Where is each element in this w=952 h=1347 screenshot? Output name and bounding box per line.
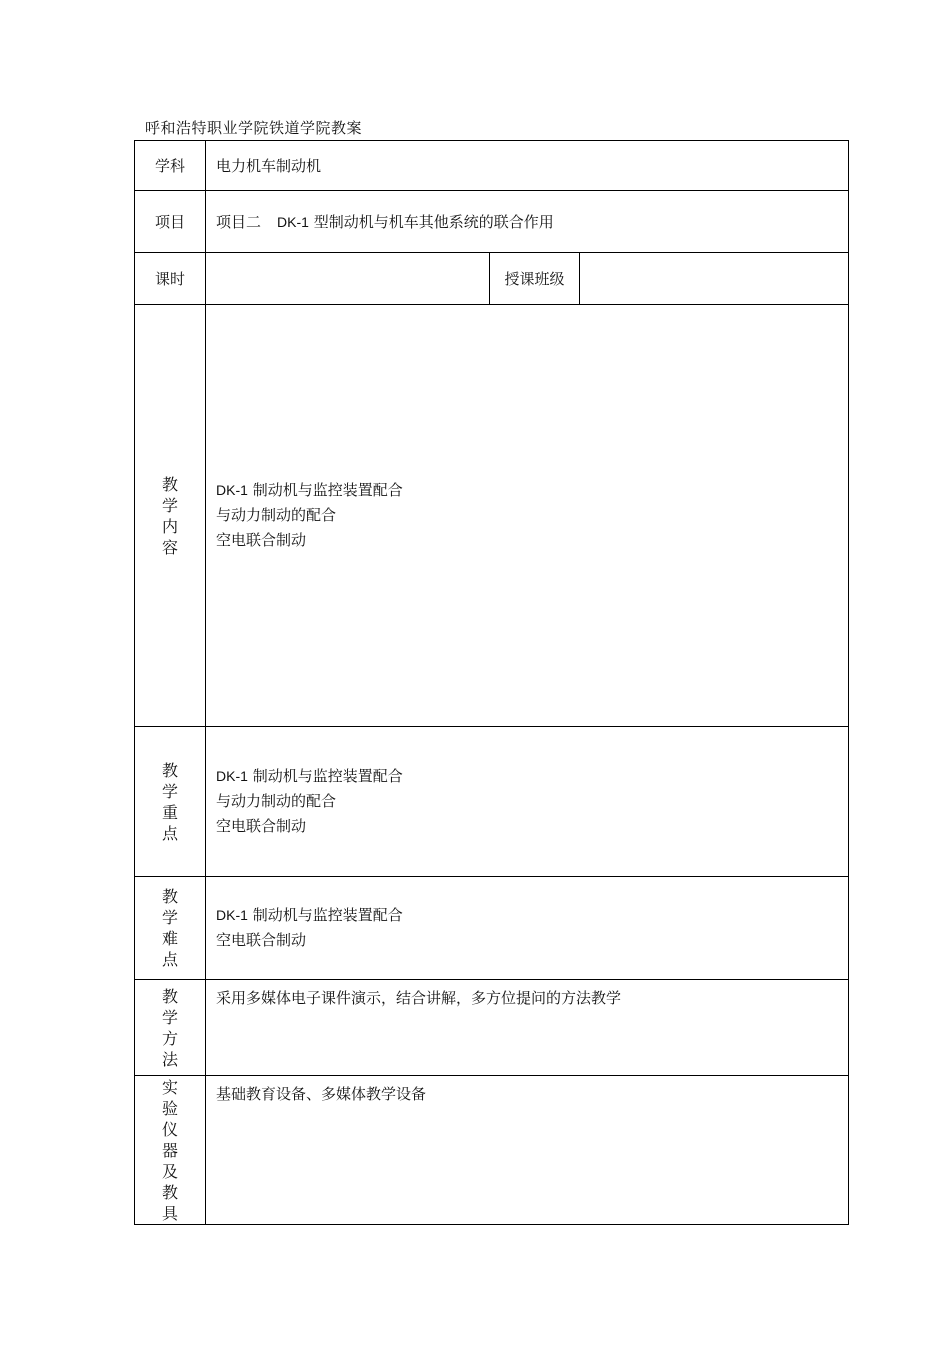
hours-label: 课时 bbox=[135, 253, 206, 305]
project-label: 项目 bbox=[135, 191, 206, 253]
row-project bbox=[135, 191, 849, 253]
row-difficulties bbox=[135, 877, 849, 980]
row-hours bbox=[135, 253, 849, 305]
key-point-line: 与动力制动的配合 bbox=[216, 792, 337, 810]
difficulties-body bbox=[206, 877, 849, 980]
difficulties-label: 教学难点 bbox=[135, 877, 206, 980]
content-label: 教学内容 bbox=[135, 305, 206, 727]
class-label: 授课班级 bbox=[490, 253, 580, 305]
hours-value bbox=[206, 253, 490, 305]
equipment-body bbox=[206, 1076, 849, 1225]
methods-label: 教学方法 bbox=[135, 980, 206, 1076]
content-line: 空电联合制动 bbox=[216, 531, 307, 549]
methods-text: 采用多媒体电子课件演示，结合讲解，多方位提问的方法教学 bbox=[216, 989, 622, 1007]
key-points-body bbox=[206, 727, 849, 877]
project-text: 型制动机与机车其他系统的联合作用 bbox=[313, 213, 554, 231]
equipment-label: 实验仪器及教具 bbox=[135, 1076, 206, 1225]
row-subject bbox=[135, 141, 849, 191]
row-teaching-content bbox=[135, 305, 849, 727]
row-equipment bbox=[135, 1076, 849, 1225]
methods-body bbox=[206, 980, 849, 1076]
row-methods bbox=[135, 980, 849, 1076]
equipment-text: 基础教育设备、多媒体教学设备 bbox=[216, 1085, 427, 1103]
content-line: 与动力制动的配合 bbox=[216, 506, 337, 524]
subject-label: 学科 bbox=[135, 141, 206, 191]
class-value bbox=[580, 253, 849, 305]
content-body bbox=[206, 305, 849, 727]
key-point-line: 空电联合制动 bbox=[216, 817, 307, 835]
key-points-label: 教学重点 bbox=[135, 727, 206, 877]
subject-value: 电力机车制动机 bbox=[206, 141, 849, 191]
document-title: 呼和浩特职业学院铁道学院教案 bbox=[145, 119, 363, 137]
difficulty-line: DK-1 制动机与监控装置配合 bbox=[216, 906, 403, 924]
project-code: DK-1 bbox=[277, 214, 309, 230]
difficulty-line: 空电联合制动 bbox=[216, 931, 307, 949]
project-value bbox=[206, 191, 849, 253]
lesson-plan-table bbox=[134, 140, 849, 1225]
content-line: DK-1 制动机与监控装置配合 bbox=[216, 481, 403, 499]
row-key-points bbox=[135, 727, 849, 877]
project-prefix: 项目二 bbox=[216, 213, 262, 231]
key-point-line: DK-1 制动机与监控装置配合 bbox=[216, 767, 403, 785]
